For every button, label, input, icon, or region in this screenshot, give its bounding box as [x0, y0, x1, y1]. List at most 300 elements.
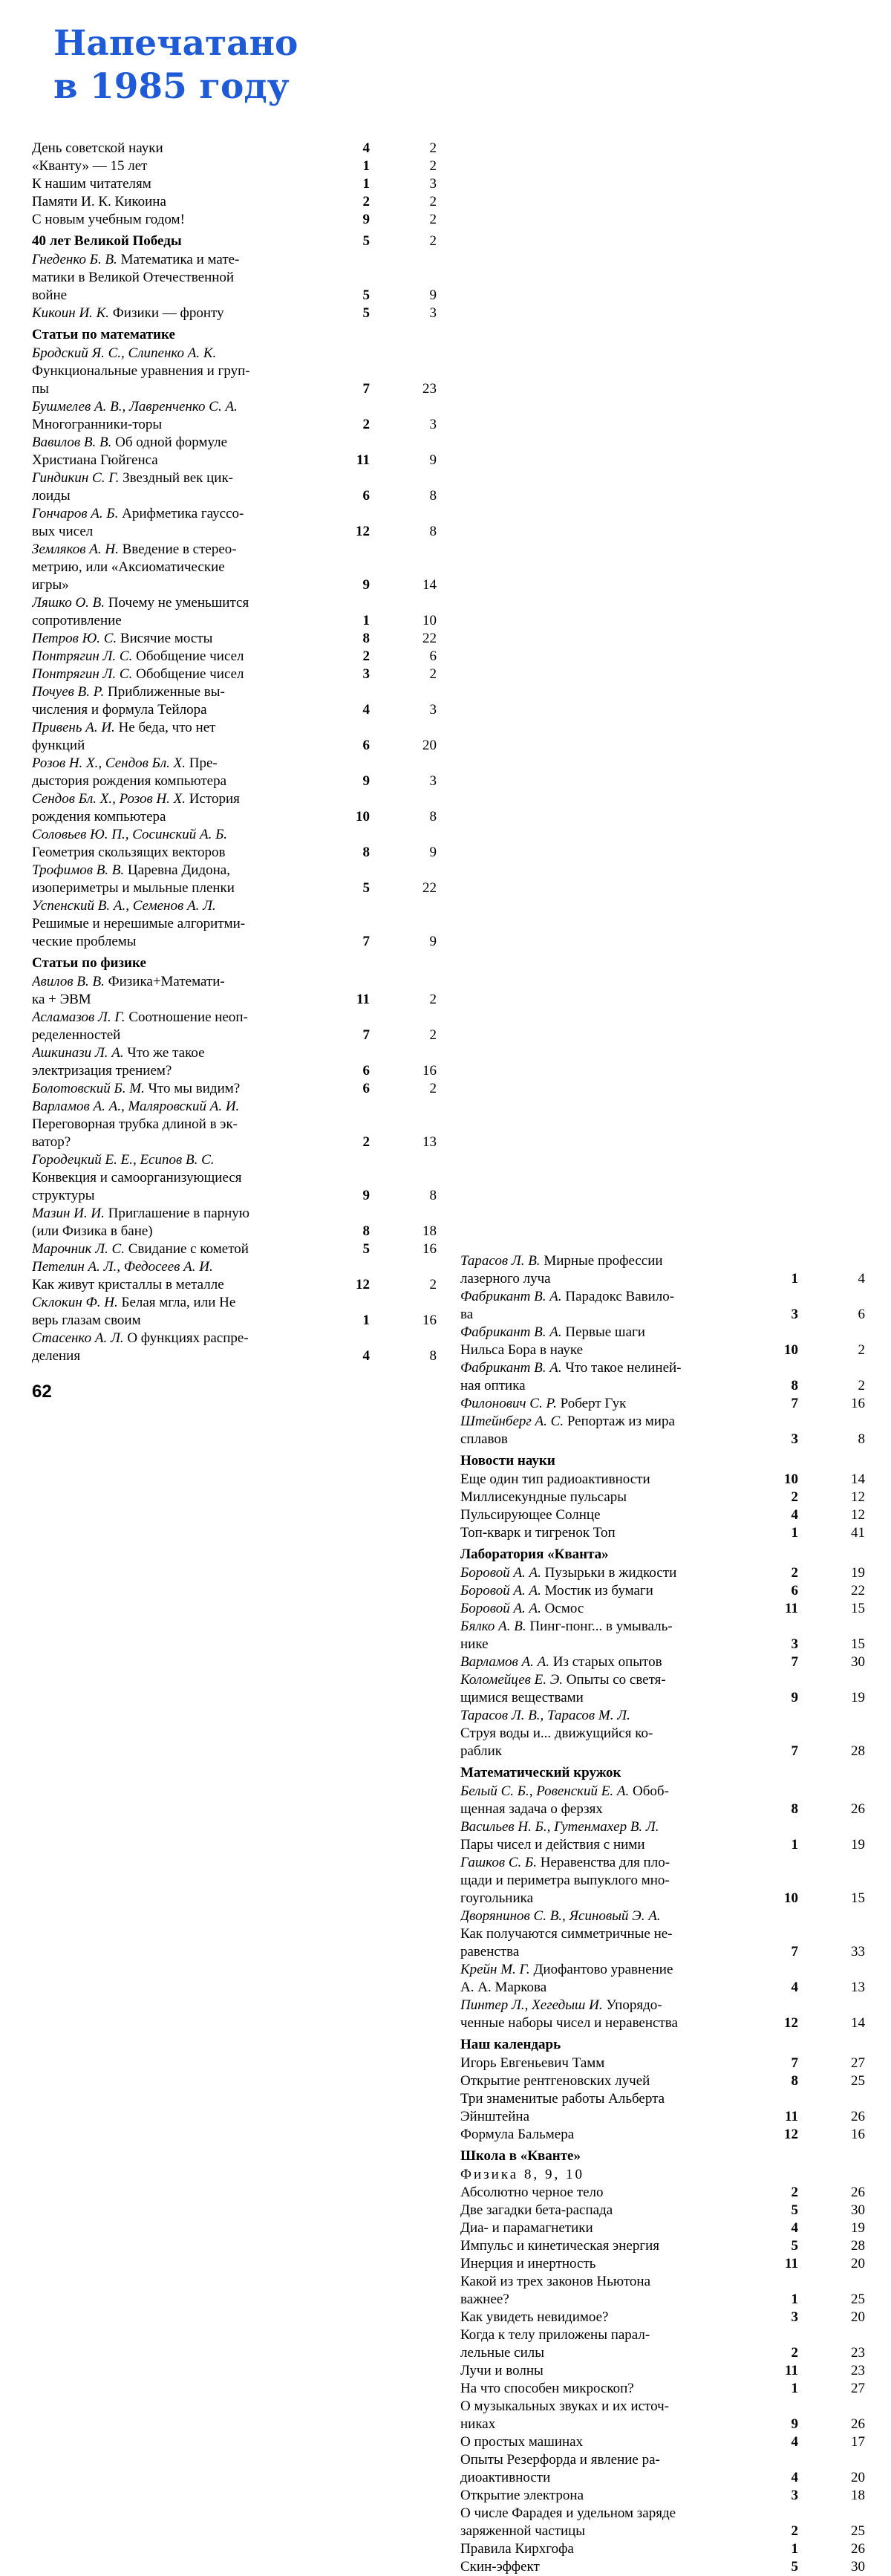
entry-title: Лучи и волны	[460, 2363, 544, 2378]
entry-title: Осмос	[541, 1601, 584, 1616]
entry-line	[460, 1582, 865, 1600]
entry-title: Пинг-понг... в умываль-	[526, 1619, 673, 1634]
index-entry	[32, 469, 437, 505]
entry-text	[460, 1671, 768, 1689]
entry-line	[460, 1997, 865, 2014]
entry-text	[32, 612, 340, 630]
entry-title: Висячие мосты	[117, 631, 213, 646]
index-entry	[32, 505, 437, 541]
page-ref: 25	[851, 2292, 865, 2307]
entry-text	[460, 1306, 768, 1324]
page-ref: 28	[851, 1743, 865, 1759]
entry-author: Филонович С. Р.	[460, 1396, 557, 1411]
issue-number: 12	[356, 1277, 370, 1292]
entry-title: Упорядо-	[602, 1997, 662, 2013]
issue-number: 2	[362, 1134, 370, 1150]
entry-title: Царевна Дидона,	[124, 862, 230, 878]
entry-title: Математика и мате-	[117, 252, 240, 267]
entry-line	[460, 1943, 865, 1961]
issue-number: 4	[791, 1507, 798, 1523]
entry-line	[460, 2416, 865, 2433]
entry-text	[460, 1836, 768, 1854]
issue-number: 8	[791, 1801, 798, 1817]
entry-text	[32, 157, 340, 175]
entry-title: Что такое нелиней-	[561, 1360, 682, 1376]
entry-line	[32, 973, 437, 991]
index-entry	[460, 1671, 865, 1707]
page-ref: 3	[429, 417, 437, 432]
index-entry	[460, 2540, 865, 2558]
entry-line	[32, 269, 437, 287]
page-ref: 15	[851, 1601, 865, 1616]
entry-title: О простых машинах	[460, 2434, 584, 2450]
entry-author: Фабрикант В. А.	[460, 1324, 562, 1340]
entry-text	[460, 1907, 768, 1925]
index-entry	[32, 897, 437, 951]
page-ref: 19	[851, 2220, 865, 2236]
entry-title: Открытие электрона	[460, 2488, 584, 2503]
entry-line	[460, 1471, 865, 1489]
entry-title: заряженной частицы	[460, 2523, 586, 2539]
entry-line	[460, 2398, 865, 2416]
entry-text	[460, 2540, 768, 2558]
issue-number: 7	[791, 1654, 798, 1670]
entry-line	[32, 287, 437, 305]
issue-number: 1	[362, 176, 370, 192]
entry-text	[460, 1707, 768, 1725]
entry-author: Боровой А. А.	[460, 1601, 541, 1616]
entry-title: Обобщение чисел	[132, 648, 244, 664]
entry-title: Геометрия скользящих векторов	[32, 845, 226, 860]
index-entry	[460, 2558, 865, 2576]
entry-author: Бялко А. В.	[460, 1619, 526, 1634]
entry-title: лоиды	[32, 488, 71, 504]
page-ref: 30	[851, 1654, 865, 1670]
index-entry	[32, 666, 437, 683]
entry-text	[460, 1943, 768, 1961]
issue-number: 7	[791, 2055, 798, 2071]
entry-line	[460, 1854, 865, 1872]
entry-title: Об одной формуле	[111, 435, 228, 450]
entry-text	[32, 1027, 340, 1044]
page-ref: 19	[851, 1690, 865, 1705]
entry-title: День советской науки	[32, 140, 163, 156]
entry-title: щади и периметра выпуклого мно-	[460, 1873, 670, 1888]
entry-line	[460, 1961, 865, 1979]
entry-line	[460, 1506, 865, 1524]
index-entry	[32, 594, 437, 630]
section-heading	[460, 1451, 865, 1471]
page-ref: 17	[851, 2434, 865, 2450]
entry-line	[460, 1979, 865, 1997]
entry-author: Бродский Я. С., Слипенко А. К.	[32, 345, 217, 361]
entry-line	[460, 2487, 865, 2505]
entry-author: Понтрягин Л. С.	[32, 666, 133, 682]
entry-text	[32, 719, 340, 737]
entry-title: щенная задача о ферзях	[460, 1801, 603, 1817]
entry-text	[32, 251, 340, 269]
page-ref: 15	[851, 1636, 865, 1652]
entry-text	[460, 2090, 768, 2108]
entry-title: Функциональные уравнения и груп-	[32, 363, 250, 379]
entry-author: Трофимов В. В.	[32, 862, 125, 878]
entry-text	[460, 1489, 768, 1506]
page-ref: 16	[422, 1063, 437, 1079]
entry-title: Первые шаги	[561, 1324, 645, 1340]
entry-text	[460, 1600, 768, 1618]
page-ref: 9	[429, 845, 437, 860]
page-ref: 26	[851, 2416, 865, 2432]
entry-author: Марочник Л. С.	[32, 1241, 125, 1257]
entry-title: Приближенные вы-	[104, 684, 225, 700]
entry-title: рождения компьютера	[32, 809, 166, 824]
entry-author: Ашкинази Л. А.	[32, 1045, 124, 1061]
entry-title: диоактивности	[460, 2470, 551, 2485]
issue-number: 1	[362, 613, 370, 628]
page-ref: 16	[851, 2127, 865, 2142]
issue-number: 9	[362, 212, 370, 227]
entry-title: Еще один тип радиоактивности	[460, 1471, 650, 1487]
entry-author: Склокин Ф. Н.	[32, 1295, 118, 1310]
page-ref: 25	[851, 2523, 865, 2539]
entry-text	[32, 1044, 340, 1062]
entry-author: Привень А. И.	[32, 720, 115, 735]
entry-title: структуры	[32, 1188, 95, 1203]
index-entry	[32, 175, 437, 193]
entry-line	[460, 1270, 865, 1288]
entry-author: Варламов А. А., Маляровский А. И.	[32, 1099, 240, 1114]
entry-title: Правила Кирхгофа	[460, 2541, 574, 2557]
section-heading	[460, 1763, 865, 1783]
entry-text	[460, 1689, 768, 1707]
issue-number: 3	[791, 2309, 798, 2325]
entry-title: Христиана Гюйгенса	[32, 452, 158, 468]
entry-title: О числе Фарадея и удельном заряде	[460, 2505, 676, 2521]
index-entry	[460, 1288, 865, 1324]
issue-number: 4	[791, 2434, 798, 2450]
entry-author: Гиндикин С. Г.	[32, 470, 120, 486]
page-ref: 26	[851, 2185, 865, 2200]
issue-number: 12	[784, 2015, 798, 2031]
entry-text	[32, 991, 340, 1009]
entry-title: Когда к телу приложены парал-	[460, 2327, 650, 2343]
issue-number: 7	[362, 1027, 370, 1043]
entry-text	[460, 2309, 768, 2326]
entry-title: А. А. Маркова	[460, 1980, 547, 1995]
entry-line	[460, 2309, 865, 2326]
page-ref: 3	[429, 702, 437, 718]
index-entry	[32, 648, 437, 666]
issue-number: 8	[362, 845, 370, 860]
entry-title: Звездный век цик-	[119, 470, 234, 486]
page-ref: 14	[851, 1471, 865, 1487]
entry-text	[32, 380, 340, 398]
entry-line	[32, 157, 437, 175]
entry-text	[32, 1205, 340, 1223]
entry-title: Многогранники-торы	[32, 417, 163, 432]
entry-text	[460, 2219, 768, 2237]
entry-line	[460, 2090, 865, 2108]
entry-title: электризация трением?	[32, 1063, 172, 1079]
index-entry	[460, 2202, 865, 2219]
entry-title: Как увидеть невидимое?	[460, 2309, 609, 2325]
page-ref: 27	[851, 2055, 865, 2071]
section-heading	[32, 232, 437, 251]
entry-text	[460, 2362, 768, 2380]
entry-line	[460, 2523, 865, 2540]
entry-text	[460, 1618, 768, 1636]
entry-text	[32, 1223, 340, 1240]
issue-number: 8	[791, 2073, 798, 2089]
entry-line	[32, 1276, 437, 1294]
entry-title: Как живут кристаллы в металле	[32, 1277, 224, 1292]
issue-number: 2	[791, 1489, 798, 1505]
left-column	[32, 140, 437, 1365]
page-ref: 2	[429, 1027, 437, 1043]
entry-title: Роберт Гук	[556, 1396, 627, 1411]
entry-line	[460, 1872, 865, 1890]
page-ref: 2	[429, 233, 437, 249]
issue-number: 5	[362, 1241, 370, 1257]
entry-text	[460, 2255, 768, 2273]
entry-title: (или Физика в бане)	[32, 1223, 153, 1239]
entry-line	[460, 1324, 865, 1341]
entry-line	[32, 469, 437, 487]
entry-line	[32, 175, 437, 193]
entry-line	[460, 2291, 865, 2309]
entry-line	[32, 991, 437, 1009]
entry-text	[460, 2469, 768, 2487]
entry-title: верь глазам своим	[32, 1313, 141, 1328]
page-ref: 8	[429, 809, 437, 824]
page-ref: 41	[851, 1525, 865, 1541]
index-entry	[460, 1600, 865, 1618]
entry-author: Земляков А. Н.	[32, 541, 119, 557]
entry-title: «Кванту» — 15 лет	[32, 158, 148, 174]
entry-text	[460, 1395, 768, 1413]
page-ref: 20	[422, 738, 437, 753]
issue-number: 4	[362, 140, 370, 156]
index-entry	[32, 862, 437, 897]
entry-author: Гончаров А. Б.	[32, 506, 119, 521]
entry-line	[32, 879, 437, 897]
entry-title: Мирные профессии	[540, 1253, 663, 1269]
entry-line	[32, 1027, 437, 1044]
issue-number: 4	[791, 2470, 798, 2485]
entry-line	[32, 594, 437, 612]
section-heading	[460, 1545, 865, 1564]
entry-title: Обоб-	[629, 1783, 669, 1799]
entry-text	[460, 1413, 768, 1431]
entry-author: Асламазов Л. Г.	[32, 1009, 125, 1025]
index-entry	[32, 1240, 437, 1258]
entry-title: важнее?	[460, 2292, 509, 2307]
entry-line	[460, 1801, 865, 1818]
page-ref: 15	[851, 1890, 865, 1906]
entry-author: Гнеденко Б. В.	[32, 252, 117, 267]
entry-title: Миллисекундные пульсары	[460, 1489, 627, 1505]
entry-title: Диа- и парамагнетики	[460, 2220, 593, 2236]
issue-number: 10	[784, 1342, 798, 1358]
entry-title: Диофантово уравнение	[529, 1962, 673, 1977]
entry-line	[460, 1925, 865, 1943]
entry-author: Штейнберг А. С.	[460, 1414, 564, 1429]
entry-text	[460, 1564, 768, 1582]
entry-line	[32, 701, 437, 719]
index-entry	[32, 1205, 437, 1240]
issue-number: 2	[791, 1565, 798, 1581]
entry-title: Почему не уменьшится	[105, 595, 249, 611]
index-entry	[460, 2398, 865, 2433]
entry-text	[460, 1801, 768, 1818]
entry-line	[32, 559, 437, 576]
entry-line	[460, 1395, 865, 1413]
entry-text	[460, 1252, 768, 1270]
page-ref: 18	[851, 2488, 865, 2503]
entry-text	[460, 2398, 768, 2416]
entry-author: Сендов Бл. Х., Розов Н. Х.	[32, 791, 186, 807]
entry-text	[32, 305, 340, 322]
entry-title: ческие проблемы	[32, 934, 137, 949]
page-ref: 2	[429, 666, 437, 682]
page-ref: 26	[851, 2541, 865, 2557]
entry-text	[460, 2072, 768, 2090]
entry-line	[460, 1636, 865, 1653]
index-entry	[32, 826, 437, 862]
entry-title: Пары чисел и действия с ними	[460, 1837, 645, 1853]
entry-line	[32, 487, 437, 505]
entry-text	[460, 1979, 768, 1997]
entry-title: Что же такое	[123, 1045, 205, 1061]
entry-author: Тарасов Л. В.	[460, 1253, 541, 1269]
issue-number: 9	[791, 2416, 798, 2432]
issue-number: 2	[362, 194, 370, 209]
issue-number: 9	[791, 1690, 798, 1705]
entry-text	[32, 140, 340, 157]
entry-title: Парадокс Вавило-	[561, 1289, 675, 1304]
entry-author: Белый С. Б., Ровенский Е. А.	[460, 1783, 630, 1799]
entry-text	[32, 1330, 340, 1347]
entry-author: Кикоин И. К.	[32, 305, 110, 321]
entry-text	[460, 2326, 768, 2344]
entry-text	[32, 1169, 340, 1187]
index-entry	[460, 1582, 865, 1600]
entry-line	[32, 505, 437, 523]
page-ref: 2	[429, 158, 437, 174]
entry-line	[460, 1600, 865, 1618]
entry-author: Успенский В. А., Семенов А. Л.	[32, 898, 216, 914]
index-entry	[32, 193, 437, 211]
entry-text	[460, 2291, 768, 2309]
entry-author: Дворянинов С. В., Ясиновый Э. А.	[460, 1908, 661, 1924]
entry-title: Игорь Евгеньевич Тамм	[460, 2055, 605, 2071]
entry-line	[460, 2273, 865, 2291]
issue-number: 6	[791, 1583, 798, 1598]
issue-number: 12	[356, 524, 370, 539]
issue-number: 2	[791, 2345, 798, 2361]
entry-text	[32, 790, 340, 808]
entry-line	[460, 1524, 865, 1542]
entry-title: С новым учебным годом!	[32, 212, 185, 227]
entry-line	[32, 1116, 437, 1133]
entry-text	[460, 1997, 768, 2014]
entry-text	[32, 648, 340, 666]
entry-line	[460, 2184, 865, 2202]
index-entry	[32, 1044, 437, 1080]
page-ref: 26	[851, 1801, 865, 1817]
issue-number: 3	[791, 1636, 798, 1652]
entry-text	[32, 1080, 340, 1098]
entry-text	[32, 1294, 340, 1312]
entry-text	[460, 1471, 768, 1489]
entry-author: Почуев В. Р.	[32, 684, 105, 700]
entry-line	[460, 1653, 865, 1671]
page-ref: 2	[858, 1342, 865, 1358]
index-entry	[32, 1294, 437, 1330]
entry-text	[32, 737, 340, 755]
entry-text	[32, 844, 340, 862]
index-entry	[460, 2184, 865, 2202]
entry-title: ределенностей	[32, 1027, 121, 1043]
entry-text	[32, 175, 340, 193]
entry-line	[460, 1907, 865, 1925]
entry-author: Гашков С. Б.	[460, 1855, 537, 1870]
entry-text	[32, 862, 340, 879]
entry-text	[32, 1116, 340, 1133]
page-ref: 2	[429, 1277, 437, 1292]
issue-number: 3	[362, 666, 370, 682]
entry-line	[460, 2072, 865, 2090]
entry-author: Вавилов В. В.	[32, 435, 112, 450]
index-entry	[32, 1098, 437, 1151]
entry-title: К нашим читателям	[32, 176, 151, 192]
issue-number: 1	[791, 1271, 798, 1287]
entry-text	[32, 505, 340, 523]
page-ref: 30	[851, 2559, 865, 2575]
entry-author: Васильев Н. Б., Гутенмахер В. Л.	[460, 1819, 659, 1835]
issue-number: 5	[791, 2559, 798, 2575]
entry-title: гоугольника	[460, 1890, 534, 1906]
page-ref: 3	[429, 176, 437, 192]
entry-title: Скин-эффект	[460, 2559, 540, 2575]
entry-title: Памяти И. К. Кикоина	[32, 194, 166, 209]
entry-text	[32, 523, 340, 541]
entry-line	[460, 2505, 865, 2523]
entry-title: Формула Бальмера	[460, 2127, 575, 2142]
entry-title: Репортаж из мира	[564, 1414, 675, 1429]
index-entry	[32, 140, 437, 157]
entry-line	[32, 416, 437, 434]
entry-line	[32, 251, 437, 269]
entry-text	[460, 2487, 768, 2505]
entry-line	[32, 1169, 437, 1187]
section-heading-text: Школа в «Кванте»	[460, 2148, 581, 2164]
page-ref: 22	[422, 631, 437, 646]
entry-line	[460, 2326, 865, 2344]
entry-text	[460, 2451, 768, 2469]
entry-title: изопериметры и мыльные пленки	[32, 880, 235, 896]
entry-line	[460, 1725, 865, 1743]
entry-line	[32, 362, 437, 380]
page-ref: 4	[858, 1271, 865, 1287]
section-heading	[460, 2147, 865, 2166]
page-ref: 12	[851, 1507, 865, 1523]
entry-text	[460, 1506, 768, 1524]
entry-title: войне	[32, 287, 68, 303]
entry-line	[32, 897, 437, 915]
entry-author: Пинтер Л., Хегедыш И.	[460, 1997, 603, 2013]
page-ref: 26	[851, 2109, 865, 2124]
